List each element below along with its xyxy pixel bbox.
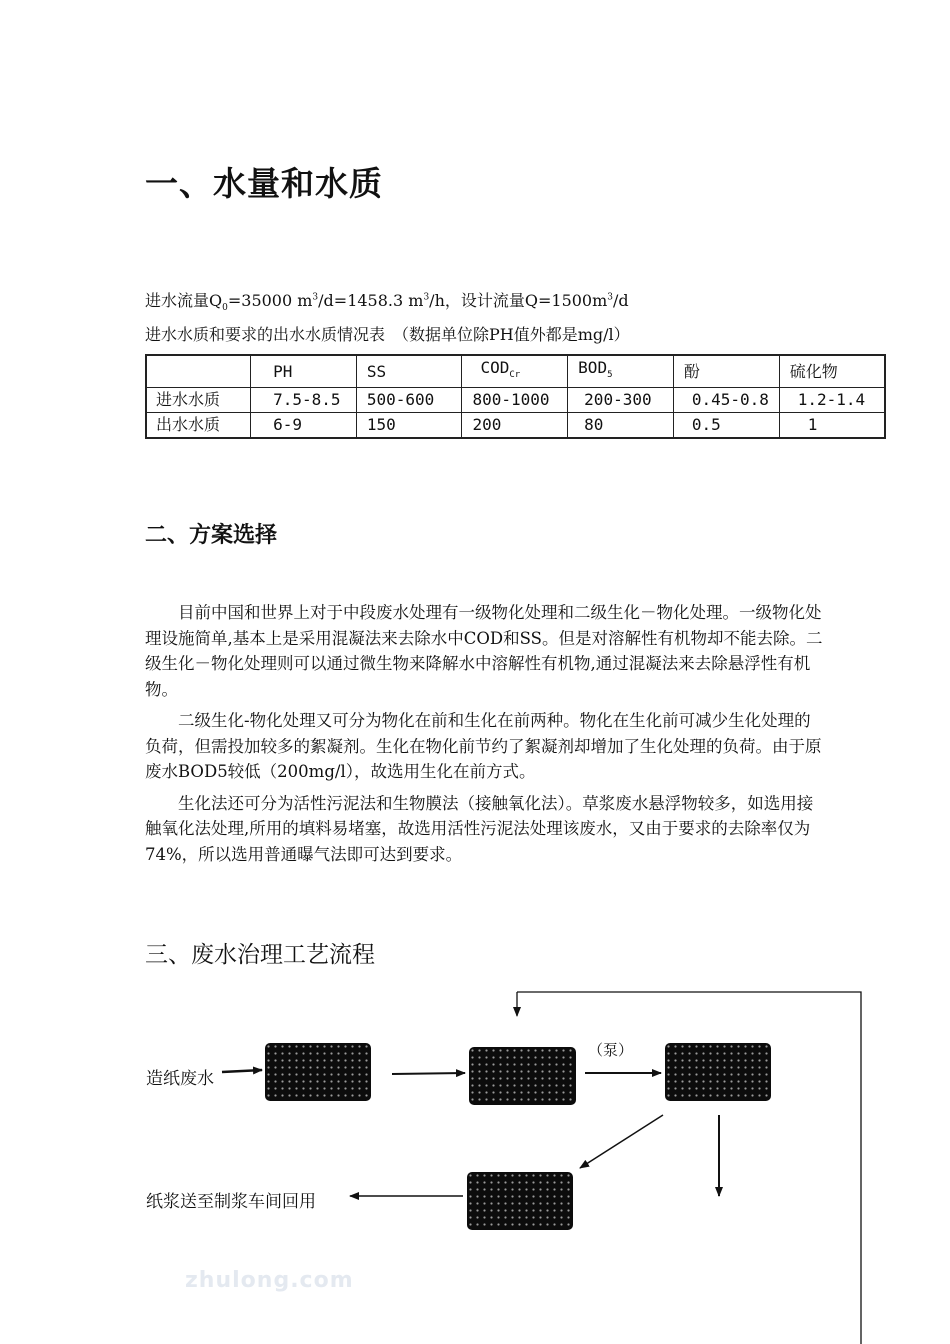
table-cell: 200-300 — [568, 388, 674, 413]
table-cell: 80 — [568, 413, 674, 439]
table-cell: 出水水质 — [146, 413, 251, 439]
table-cell: 200 — [462, 413, 568, 439]
table-cell: 150 — [356, 413, 462, 439]
return-line — [517, 992, 861, 1344]
section-3-title: 三、废水治理工艺流程 — [145, 942, 375, 968]
table-header-cell: 硫化物 — [779, 355, 885, 388]
section-1-title: 一、水量和水质 — [145, 164, 383, 203]
section-2-title: 二、方案选择 — [145, 523, 278, 548]
paragraph: 目前中国和世界上对于中段废水处理有一级物化处理和二级生化－物化处理。一级物化处理设施简单,基本上是采用混凝法来去除水中COD和SS。但是对溶解性有机物却不能去除。二级生化－物化处理则可以通过微生物来降解水中溶解性有机物,通过混凝法来去除悬浮性有机物。 — [145, 603, 823, 699]
table-cell: 0.45-0.8 — [673, 388, 779, 413]
watermark: zhulong.com — [185, 1268, 354, 1293]
arrow-unit3-unit4 — [580, 1115, 663, 1168]
table-caption: 进水水质和要求的出水水质情况表 （数据单位除PH值外都是mg/l） — [145, 325, 630, 344]
table-cell: 1 — [779, 413, 885, 439]
paragraph: 二级生化-物化处理又可分为物化在前和生化在前两种。物化在生化前可减少生化处理的负荷，但需投加较多的絮凝剂。生化在物化前节约了絮凝剂却增加了生化处理的负荷。由于原废水BOD5较低（200mg/l），故选用生化在前方式。 — [145, 711, 822, 781]
table-cell: 进水水质 — [146, 388, 251, 413]
input-label: 造纸废水 — [146, 1069, 214, 1089]
output-label: 纸浆送至制浆车间回用 — [146, 1192, 316, 1212]
pump-label: （泵） — [588, 1041, 634, 1059]
table-cell: 0.5 — [673, 413, 779, 439]
arrow-unit1-unit2 — [392, 1073, 465, 1074]
table-cell: 7.5-8.5 — [251, 388, 357, 413]
table-cell: 800-1000 — [462, 388, 568, 413]
arrow-input — [222, 1070, 262, 1072]
table-header-cell: $COD_{Cr}$ — [462, 355, 568, 388]
table-cell: 6-9 — [251, 413, 357, 439]
table-header-cell: $BOD_5$ — [568, 355, 674, 388]
table-cell: 500-600 — [356, 388, 462, 413]
table-cell: 1.2-1.4 — [779, 388, 885, 413]
table-header-cell: SS — [356, 355, 462, 388]
table-header-cell: PH — [251, 355, 357, 388]
table-header-cell: 酚 — [673, 355, 779, 388]
paragraph: 生化法还可分为活性污泥法和生物膜法（接触氧化法）。草浆废水悬浮物较多，如选用接触氧化法处理,所用的填料易堵塞，故选用活性污泥法处理该废水，又由于要求的去除率仅为74%，所以选用普通曝气法即可达到要求。 — [145, 793, 814, 864]
flow-rate-line: 进水流量$Q_0=35000$ $m^3/d=1458.3$ $m^3/h$，设计流量$Q=1500m^3/d$ — [145, 291, 629, 314]
